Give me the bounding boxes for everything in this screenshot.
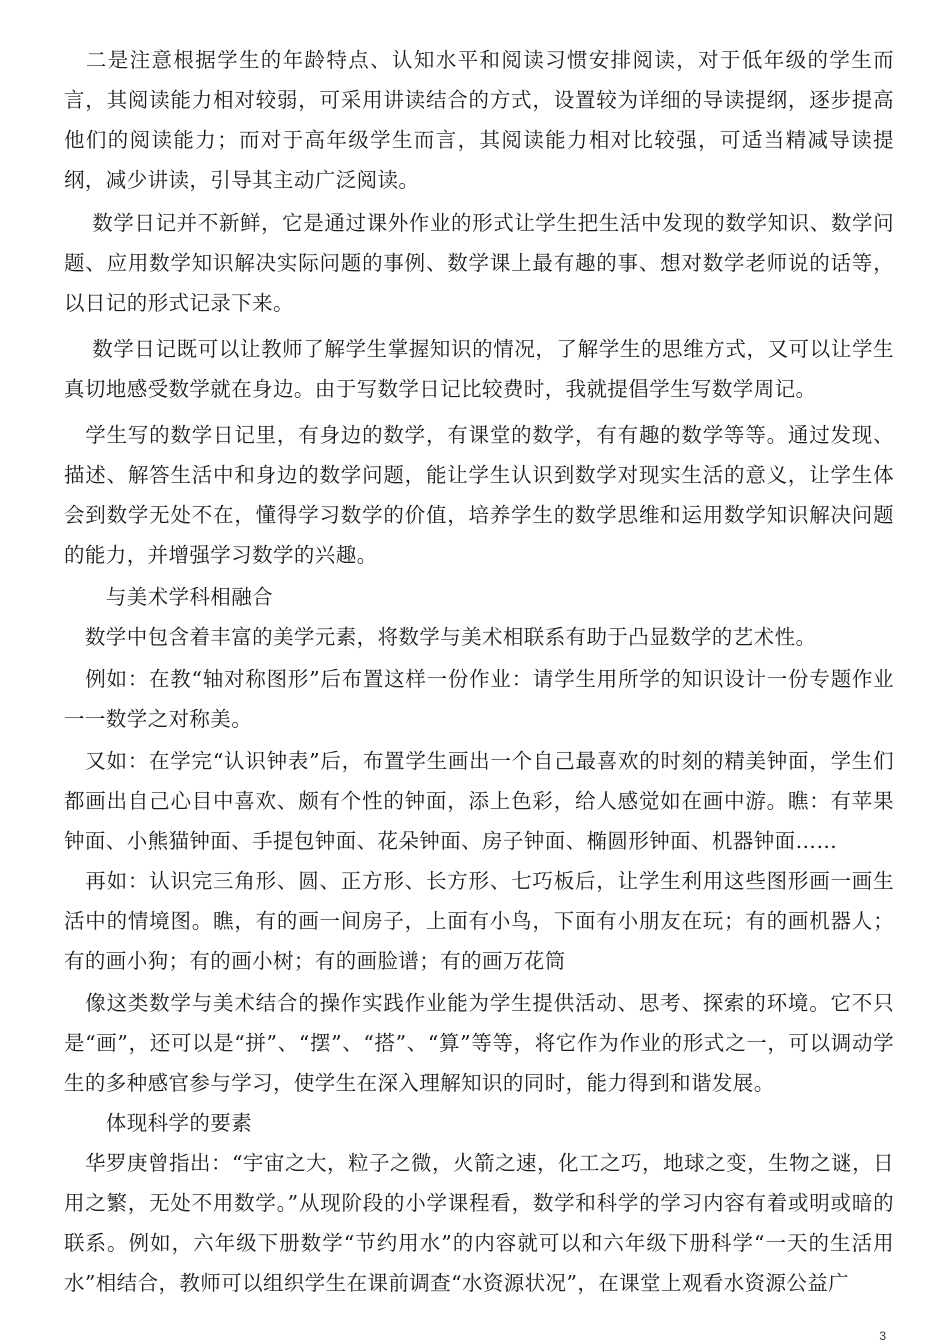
- paragraph-math-diary-intro: 数学日记并不新鲜，它是通过课外作业的形式让学生把生活中发现的数学知识、数学问题、应用数学知识解决实际问题的事例、数学课上最有趣的事、想对数学老师说的话等，以日记的形式记录下来。: [64, 211, 894, 315]
- section-heading-science: 体现科学的要素: [64, 1111, 253, 1135]
- paragraph-science-elements: 华罗庚曾指出：“宇宙之大，粒子之微，火箭之速，化工之巧，地球之变，生物之谜，日用之繁，无处不用数学。”从现阶段的小学课程看，数学和科学的学习内容有着或明或暗的联系。例如，六年级下册数学“节约用水”的内容就可以和六年级下册科学“一天的生活用水”相结合，教师可以组织学生在课前调查“水资源状况”，在课堂上观看水资源公益广: [64, 1151, 894, 1295]
- paragraph-example-shapes: 再如：认识完三角形、圆、正方形、长方形、七巧板后，让学生利用这些图形画一画生活中的情境图。瞧，有的画一间房子，上面有小鸟，下面有小朋友在玩；有的画机器人；有的画小狗；有的画小树；有的画脸谱；有的画万花筒: [64, 869, 894, 973]
- paragraph-art-elements: 数学中包含着丰富的美学元素，将数学与美术相联系有助于凸显数学的艺术性。: [64, 625, 817, 649]
- paragraph-example-symmetry: 例如：在教“轴对称图形”后布置这样一份作业：请学生用所学的知识设计一份专题作业一一数学之对称美。: [64, 667, 894, 731]
- paragraph-example-clock: 又如：在学完“认识钟表”后，布置学生画出一个自己最喜欢的时刻的精美钟面，学生们都画出自己心目中喜欢、颇有个性的钟面，添上色彩，给人感觉如在画中游。瞧：有苹果钟面、小熊猫钟面、手提包钟面、花朵钟面、房子钟面、椭圆形钟面、机器钟面……: [64, 749, 894, 853]
- paragraph-art-practice: 像这类数学与美术结合的操作实践作业能为学生提供活动、思考、探索的环境。它不只是“画”，还可以是“拼”、“摆”、“搭”、“算”等等，将它作为作业的形式之一，可以调动学生的多种感官参与学习，使学生在深入理解知识的同时，能力得到和谐发展。: [64, 991, 894, 1095]
- section-heading-art: 与美术学科相融合: [64, 585, 273, 609]
- paragraph-reading-arrangement: 二是注意根据学生的年龄特点、认知水平和阅读习惯安排阅读，对于低年级的学生而言，其阅读能力相对较弱，可采用讲读结合的方式，设置较为详细的导读提纲，逐步提高他们的阅读能力；而对于高年级学生而言，其阅读能力相对比较强，可适当精减导读提纲，减少讲读，引导其主动广泛阅读。: [64, 48, 894, 192]
- paragraph-math-diary-benefits: 数学日记既可以让教师了解学生掌握知识的情况，了解学生的思维方式，又可以让学生真切地感受数学就在身边。由于写数学日记比较费时，我就提倡学生写数学周记。: [64, 337, 894, 401]
- paragraph-student-diary: 学生写的数学日记里，有身边的数学，有课堂的数学，有有趣的数学等等。通过发现、描述、解答生活中和身边的数学问题，能让学生认识到数学对现实生活的意义，让学生体会到数学无处不在，懂得学习数学的价值，培养学生的数学思维和运用数学知识解决问题的能力，并增强学习数学的兴趣。: [64, 423, 894, 567]
- page-number: 3: [879, 1329, 886, 1343]
